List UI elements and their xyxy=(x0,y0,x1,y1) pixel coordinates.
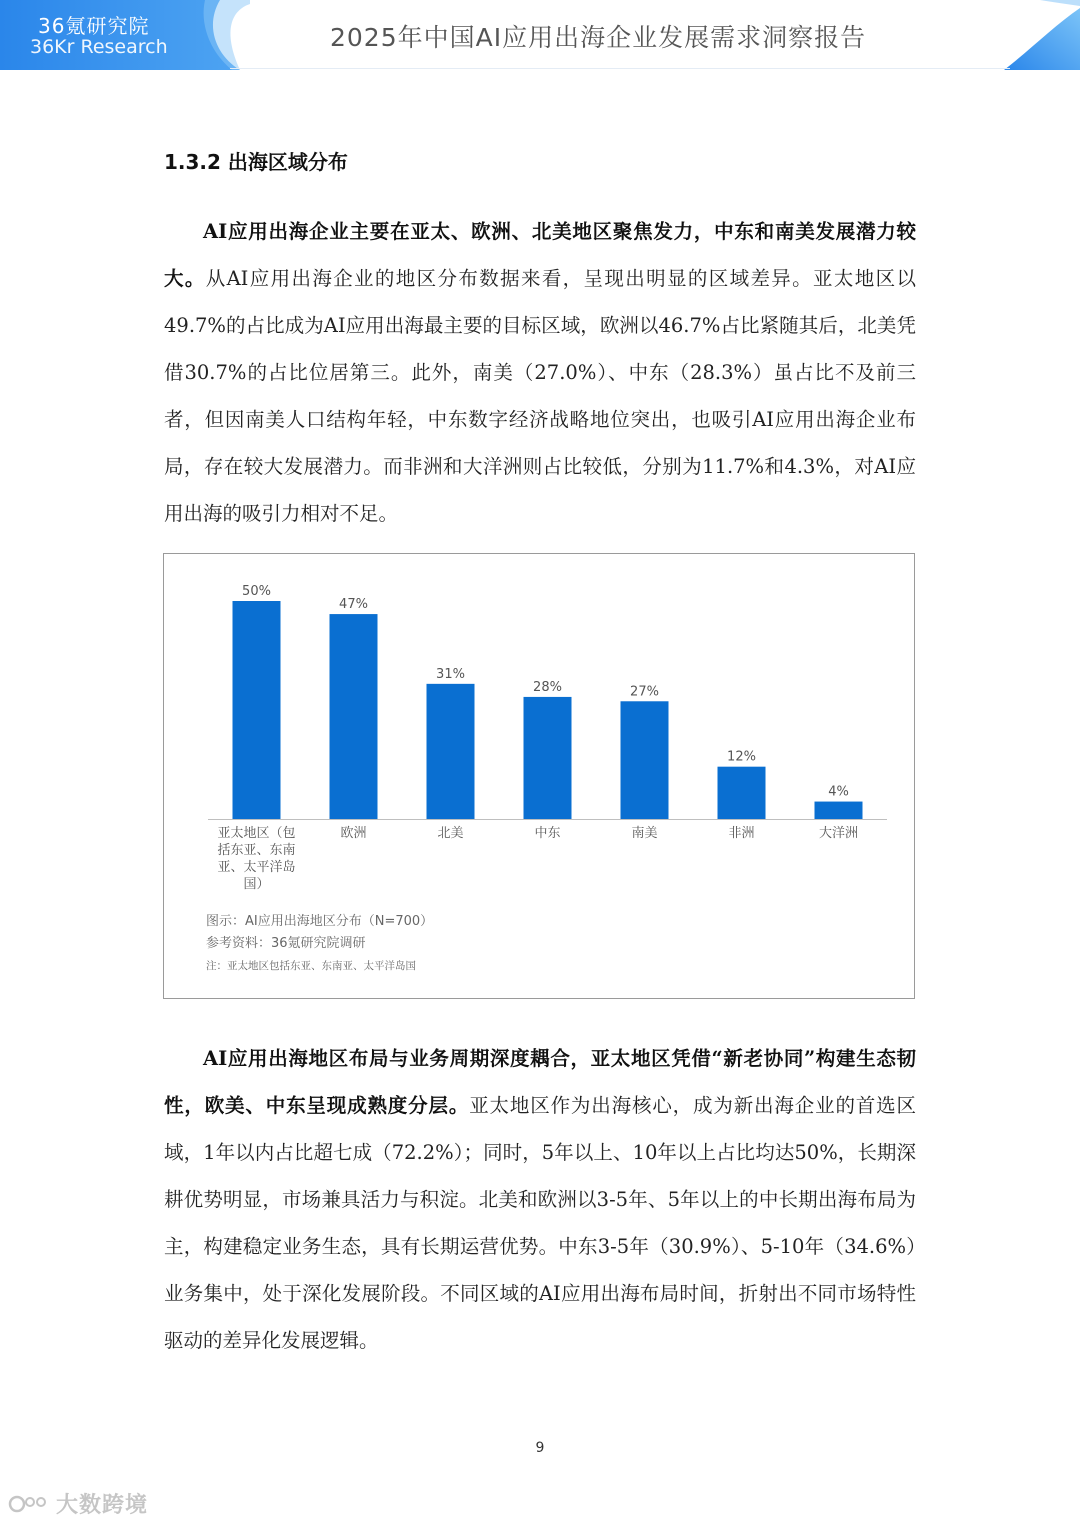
chart-container xyxy=(163,553,915,999)
x-tick-label: 亚、太平洋岛 xyxy=(217,860,296,875)
header-divider xyxy=(230,68,1010,69)
bar-value-label: 28% xyxy=(533,679,562,695)
watermark-logo-icon xyxy=(8,1492,50,1516)
paragraph-region-timeline xyxy=(164,1035,916,1364)
bar-value-label: 12% xyxy=(727,749,756,765)
paragraph-body-text: 从AI应用出海企业的地区分布数据来看，呈现出明显的区域差异。亚太地区以49.7%的占比成为AI应用出海最主要的目标区域，欧洲以46.7%占比紧随其后，北美凭借30.7%的占比位居第三。此外，南美（27.0%）、中东（28.3%）虽占比不及前三者，但因南美人口结构年轻，中东数字经济战略地位突出，也吸引AI应用出海企业布局，存在较大发展潜力。而非洲和大洋洲则占比较低，分别为11.7%和4.3%，对AI应用出海的吸引力相对不足。 xyxy=(164,267,916,525)
x-tick-label: 大洋洲 xyxy=(818,826,859,841)
bar xyxy=(718,767,766,819)
x-tick-label: 欧洲 xyxy=(340,826,367,841)
x-tick-label: 非洲 xyxy=(728,826,755,841)
bar-value-label: 50% xyxy=(242,584,271,599)
bar xyxy=(330,614,378,819)
bar-value-label: 27% xyxy=(630,684,659,700)
bar xyxy=(815,802,863,819)
watermark-text: 大数跨境 xyxy=(56,1493,149,1518)
paragraph-region-overview xyxy=(164,208,916,537)
x-tick-label: 中东 xyxy=(534,826,561,841)
chart-caption: 图示：AI应用出海地区分布（N=700） xyxy=(206,914,434,929)
x-tick-label: 括东亚、东南 xyxy=(217,843,296,858)
paragraph-body-text: 亚太地区作为出海核心，成为新出海企业的首选区域，1年以内占比超七成（72.2%）；同时，5年以上、10年以上占比均达50%，长期深耕优势明显，市场兼具活力与积淀。北美和欧洲以3-5年、5年以上的中长期出海布局为主，构建稳定业务生态，具有长期运营优势。中东3-5年（30.9%）、5-10年（34.6%）业务集中，处于深化发展阶段。不同区域的AI应用出海布局时间，折射出不同市场特性驱动的差异化发展逻辑。 xyxy=(164,1094,916,1352)
watermark xyxy=(8,1488,148,1519)
page-number: 9 xyxy=(535,1440,545,1456)
chart-source: 参考资料：36氪研究院调研 xyxy=(206,936,366,951)
x-tick-label: 南美 xyxy=(631,826,658,841)
bar xyxy=(621,701,669,819)
x-tick-label: 北美 xyxy=(437,826,464,841)
bar-value-label: 31% xyxy=(436,666,465,682)
paragraph-lead-bold: AI应用出海地区布局与业务周期深度耦合，亚太地区凭借“新老协同”构建生态韧性，欧美、中东呈现成熟度分层。 xyxy=(164,1047,916,1117)
brand-name-en: 36Kr Research xyxy=(30,36,168,58)
header-corner-shape xyxy=(1000,0,1080,70)
x-tick-label: 亚太地区（包 xyxy=(217,826,296,841)
bar xyxy=(427,684,475,819)
page-header xyxy=(0,0,1080,70)
paragraph-lead-bold: AI应用出海企业主要在亚太、欧洲、北美地区聚焦发力，中东和南美发展潜力较大。 xyxy=(164,220,916,290)
brand-name-cn: 36氪研究院 xyxy=(38,14,150,38)
report-title: 2025年中国AI应用出海企业发展需求洞察报告 xyxy=(330,23,867,52)
bar-value-label: 4% xyxy=(828,784,849,800)
bar-chart xyxy=(164,554,916,894)
x-tick-label: 国） xyxy=(243,877,270,892)
bar xyxy=(524,697,572,819)
section-heading: 1.3.2 出海区域分布 xyxy=(164,150,348,174)
chart-footnote: 注：亚太地区包括东亚、东南亚、太平洋岛国 xyxy=(206,960,416,972)
bar xyxy=(233,601,281,819)
bar-value-label: 47% xyxy=(339,597,368,613)
